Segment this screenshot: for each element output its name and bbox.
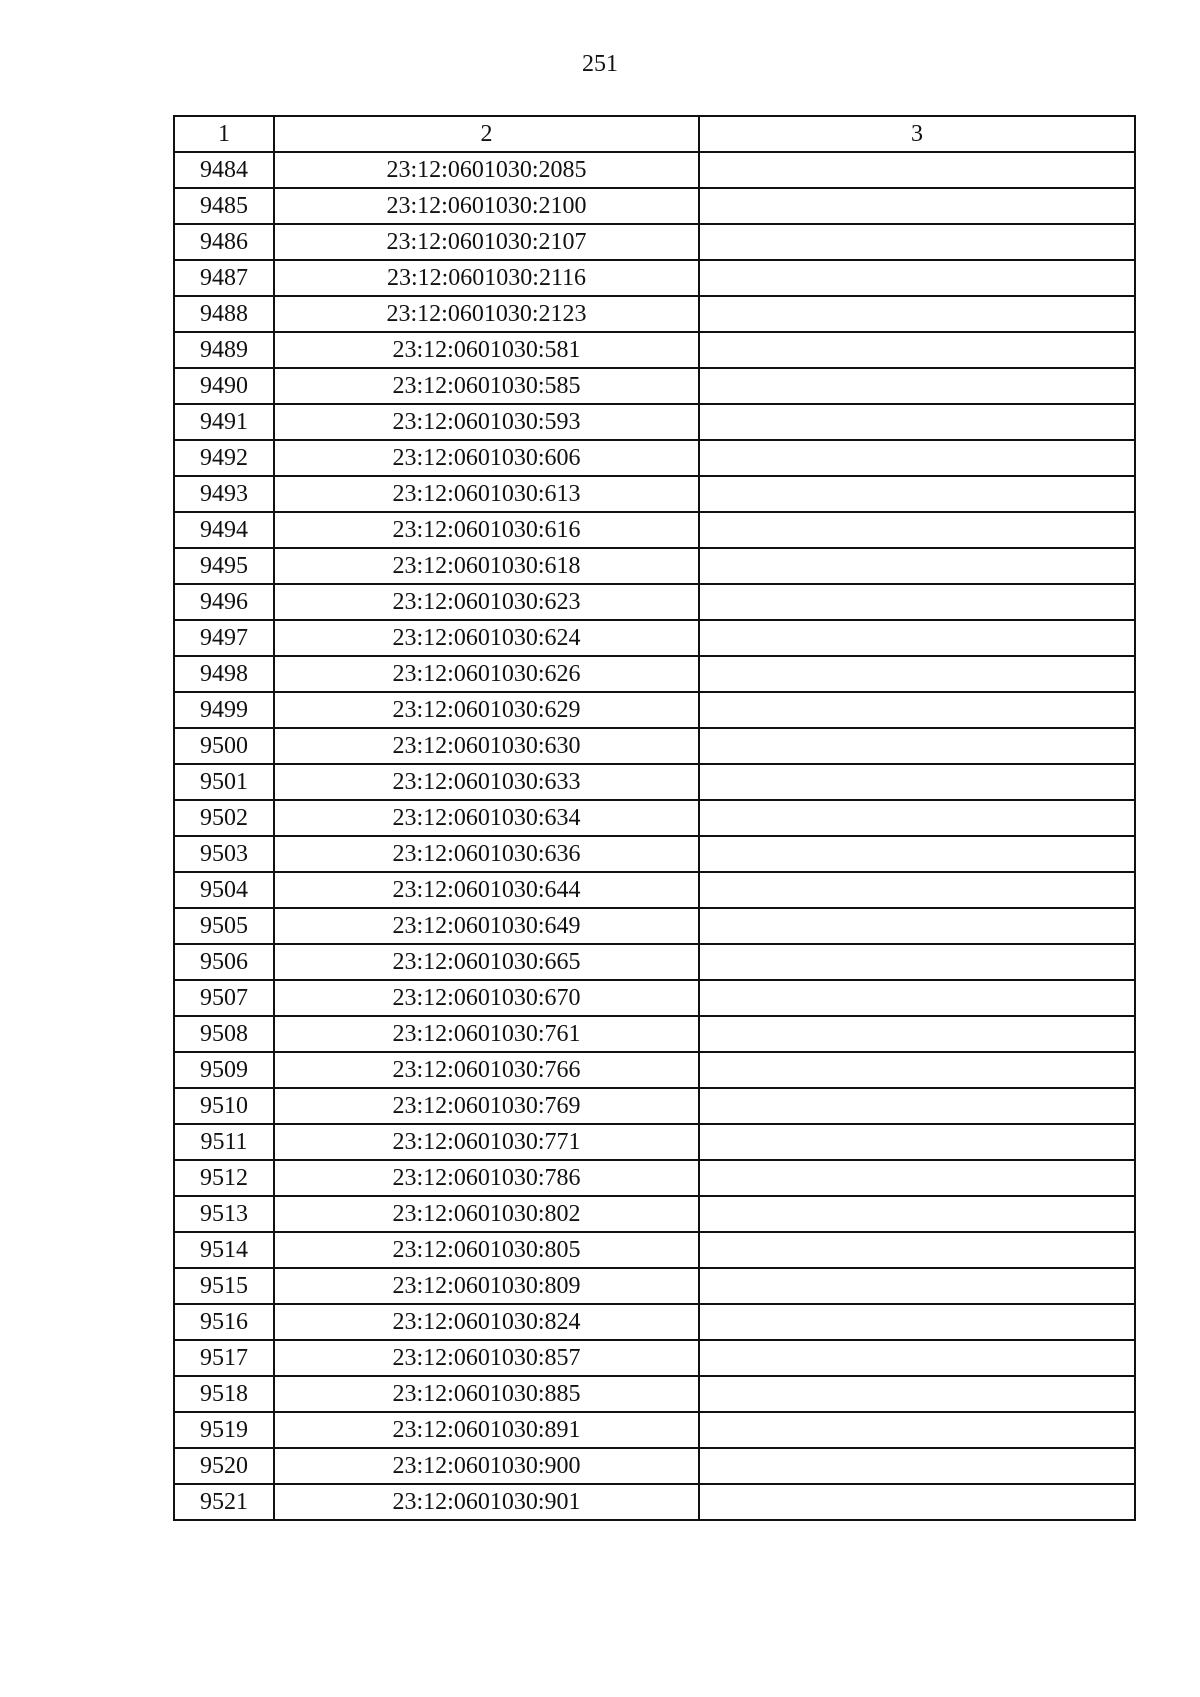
table-row xyxy=(174,1340,1135,1376)
row-number-cell: 9494 xyxy=(174,512,274,548)
note-cell xyxy=(699,584,1135,620)
table-row xyxy=(174,548,1135,584)
cadastral-number-cell: 23:12:0601030:802 xyxy=(274,1196,699,1232)
note-cell xyxy=(699,800,1135,836)
cadastral-number-cell: 23:12:0601030:626 xyxy=(274,656,699,692)
row-number-cell: 9510 xyxy=(174,1088,274,1124)
table-row xyxy=(174,1448,1135,1484)
row-number-cell: 9496 xyxy=(174,584,274,620)
cadastral-number-cell: 23:12:0601030:900 xyxy=(274,1448,699,1484)
row-number-cell: 9506 xyxy=(174,944,274,980)
note-cell xyxy=(699,296,1135,332)
table-row xyxy=(174,1412,1135,1448)
page-number: 251 xyxy=(582,51,618,77)
cadastral-number-cell: 23:12:0601030:786 xyxy=(274,1160,699,1196)
note-cell xyxy=(699,260,1135,296)
cadastral-number-cell: 23:12:0601030:891 xyxy=(274,1412,699,1448)
note-cell xyxy=(699,620,1135,656)
row-number-cell: 9507 xyxy=(174,980,274,1016)
table-row xyxy=(174,908,1135,944)
cadastral-number-cell: 23:12:0601030:805 xyxy=(274,1232,699,1268)
table-row xyxy=(174,1088,1135,1124)
row-number-cell: 9509 xyxy=(174,1052,274,1088)
table-row xyxy=(174,512,1135,548)
table-row xyxy=(174,764,1135,800)
row-number-cell: 9489 xyxy=(174,332,274,368)
row-number-cell: 9499 xyxy=(174,692,274,728)
note-cell xyxy=(699,440,1135,476)
cadastral-number-cell: 23:12:0601030:2100 xyxy=(274,188,699,224)
note-cell xyxy=(699,1088,1135,1124)
row-number-cell: 9490 xyxy=(174,368,274,404)
note-cell xyxy=(699,512,1135,548)
cadastral-number-cell: 23:12:0601030:593 xyxy=(274,404,699,440)
cadastral-number-cell: 23:12:0601030:624 xyxy=(274,620,699,656)
cadastral-number-cell: 23:12:0601030:766 xyxy=(274,1052,699,1088)
note-cell xyxy=(699,368,1135,404)
cadastral-number-cell: 23:12:0601030:670 xyxy=(274,980,699,1016)
row-number-cell: 9517 xyxy=(174,1340,274,1376)
table-row xyxy=(174,1484,1135,1520)
registry-table xyxy=(173,115,1136,1521)
cadastral-number-cell: 23:12:0601030:809 xyxy=(274,1268,699,1304)
cadastral-number-cell: 23:12:0601030:885 xyxy=(274,1376,699,1412)
note-cell xyxy=(699,1232,1135,1268)
note-cell xyxy=(699,980,1135,1016)
note-cell xyxy=(699,548,1135,584)
row-number-cell: 9497 xyxy=(174,620,274,656)
note-cell xyxy=(699,332,1135,368)
row-number-cell: 9520 xyxy=(174,1448,274,1484)
table-row xyxy=(174,1052,1135,1088)
note-cell xyxy=(699,1268,1135,1304)
row-number-cell: 9516 xyxy=(174,1304,274,1340)
note-cell xyxy=(699,224,1135,260)
cadastral-number-cell: 23:12:0601030:585 xyxy=(274,368,699,404)
cadastral-number-cell: 23:12:0601030:901 xyxy=(274,1484,699,1520)
cadastral-number-cell: 23:12:0601030:649 xyxy=(274,908,699,944)
cadastral-number-cell: 23:12:0601030:606 xyxy=(274,440,699,476)
row-number-cell: 9518 xyxy=(174,1376,274,1412)
row-number-cell: 9513 xyxy=(174,1196,274,1232)
note-cell xyxy=(699,1340,1135,1376)
table-row xyxy=(174,1304,1135,1340)
table-row xyxy=(174,656,1135,692)
note-cell xyxy=(699,1484,1135,1520)
row-number-cell: 9488 xyxy=(174,296,274,332)
column-header-3: 3 xyxy=(699,116,1135,152)
cadastral-number-cell: 23:12:0601030:761 xyxy=(274,1016,699,1052)
row-number-cell: 9486 xyxy=(174,224,274,260)
cadastral-number-cell: 23:12:0601030:629 xyxy=(274,692,699,728)
table-row xyxy=(174,1016,1135,1052)
cadastral-number-cell: 23:12:0601030:771 xyxy=(274,1124,699,1160)
note-cell xyxy=(699,656,1135,692)
note-cell xyxy=(699,188,1135,224)
table-row xyxy=(174,800,1135,836)
row-number-cell: 9485 xyxy=(174,188,274,224)
table-row xyxy=(174,296,1135,332)
table-row xyxy=(174,584,1135,620)
row-number-cell: 9484 xyxy=(174,152,274,188)
note-cell xyxy=(699,944,1135,980)
row-number-cell: 9498 xyxy=(174,656,274,692)
cadastral-number-cell: 23:12:0601030:616 xyxy=(274,512,699,548)
table-row xyxy=(174,692,1135,728)
cadastral-number-cell: 23:12:0601030:623 xyxy=(274,584,699,620)
cadastral-number-cell: 23:12:0601030:581 xyxy=(274,332,699,368)
row-number-cell: 9519 xyxy=(174,1412,274,1448)
row-number-cell: 9515 xyxy=(174,1268,274,1304)
row-number-cell: 9511 xyxy=(174,1124,274,1160)
column-header-2: 2 xyxy=(274,116,699,152)
note-cell xyxy=(699,152,1135,188)
note-cell xyxy=(699,1448,1135,1484)
note-cell xyxy=(699,1160,1135,1196)
row-number-cell: 9504 xyxy=(174,872,274,908)
table-row xyxy=(174,620,1135,656)
table-row xyxy=(174,728,1135,764)
row-number-cell: 9501 xyxy=(174,764,274,800)
row-number-cell: 9521 xyxy=(174,1484,274,1520)
table-row xyxy=(174,1268,1135,1304)
table-row xyxy=(174,188,1135,224)
table-row xyxy=(174,836,1135,872)
table-row xyxy=(174,872,1135,908)
note-cell xyxy=(699,1412,1135,1448)
row-number-cell: 9505 xyxy=(174,908,274,944)
cadastral-number-cell: 23:12:0601030:644 xyxy=(274,872,699,908)
note-cell xyxy=(699,404,1135,440)
header-row xyxy=(174,116,1135,152)
note-cell xyxy=(699,476,1135,512)
cadastral-number-cell: 23:12:0601030:618 xyxy=(274,548,699,584)
note-cell xyxy=(699,908,1135,944)
cadastral-number-cell: 23:12:0601030:636 xyxy=(274,836,699,872)
table-row xyxy=(174,440,1135,476)
table-row xyxy=(174,332,1135,368)
cadastral-number-cell: 23:12:0601030:2123 xyxy=(274,296,699,332)
cadastral-number-cell: 23:12:0601030:634 xyxy=(274,800,699,836)
row-number-cell: 9492 xyxy=(174,440,274,476)
row-number-cell: 9500 xyxy=(174,728,274,764)
cadastral-number-cell: 23:12:0601030:824 xyxy=(274,1304,699,1340)
cadastral-number-cell: 23:12:0601030:630 xyxy=(274,728,699,764)
note-cell xyxy=(699,764,1135,800)
table-row xyxy=(174,476,1135,512)
cadastral-number-cell: 23:12:0601030:769 xyxy=(274,1088,699,1124)
table-header xyxy=(174,116,1135,152)
note-cell xyxy=(699,1124,1135,1160)
table-row xyxy=(174,944,1135,980)
table-row xyxy=(174,980,1135,1016)
cadastral-number-cell: 23:12:0601030:2116 xyxy=(274,260,699,296)
note-cell xyxy=(699,1052,1135,1088)
row-number-cell: 9495 xyxy=(174,548,274,584)
row-number-cell: 9487 xyxy=(174,260,274,296)
table-row xyxy=(174,1196,1135,1232)
note-cell xyxy=(699,872,1135,908)
table-row xyxy=(174,1124,1135,1160)
cadastral-number-cell: 23:12:0601030:613 xyxy=(274,476,699,512)
note-cell xyxy=(699,1304,1135,1340)
row-number-cell: 9503 xyxy=(174,836,274,872)
row-number-cell: 9508 xyxy=(174,1016,274,1052)
row-number-cell: 9491 xyxy=(174,404,274,440)
note-cell xyxy=(699,692,1135,728)
cadastral-number-cell: 23:12:0601030:857 xyxy=(274,1340,699,1376)
table-row xyxy=(174,260,1135,296)
table-row xyxy=(174,1376,1135,1412)
note-cell xyxy=(699,1016,1135,1052)
table-row xyxy=(174,404,1135,440)
table-body xyxy=(174,152,1135,1520)
cadastral-number-cell: 23:12:0601030:2107 xyxy=(274,224,699,260)
table-row xyxy=(174,1232,1135,1268)
note-cell xyxy=(699,1376,1135,1412)
cadastral-number-cell: 23:12:0601030:633 xyxy=(274,764,699,800)
note-cell xyxy=(699,1196,1135,1232)
row-number-cell: 9514 xyxy=(174,1232,274,1268)
cadastral-number-cell: 23:12:0601030:665 xyxy=(274,944,699,980)
table-row xyxy=(174,224,1135,260)
row-number-cell: 9502 xyxy=(174,800,274,836)
row-number-cell: 9493 xyxy=(174,476,274,512)
row-number-cell: 9512 xyxy=(174,1160,274,1196)
note-cell xyxy=(699,728,1135,764)
cadastral-number-cell: 23:12:0601030:2085 xyxy=(274,152,699,188)
note-cell xyxy=(699,836,1135,872)
column-header-1: 1 xyxy=(174,116,274,152)
table-row xyxy=(174,368,1135,404)
table-row xyxy=(174,152,1135,188)
table-row xyxy=(174,1160,1135,1196)
